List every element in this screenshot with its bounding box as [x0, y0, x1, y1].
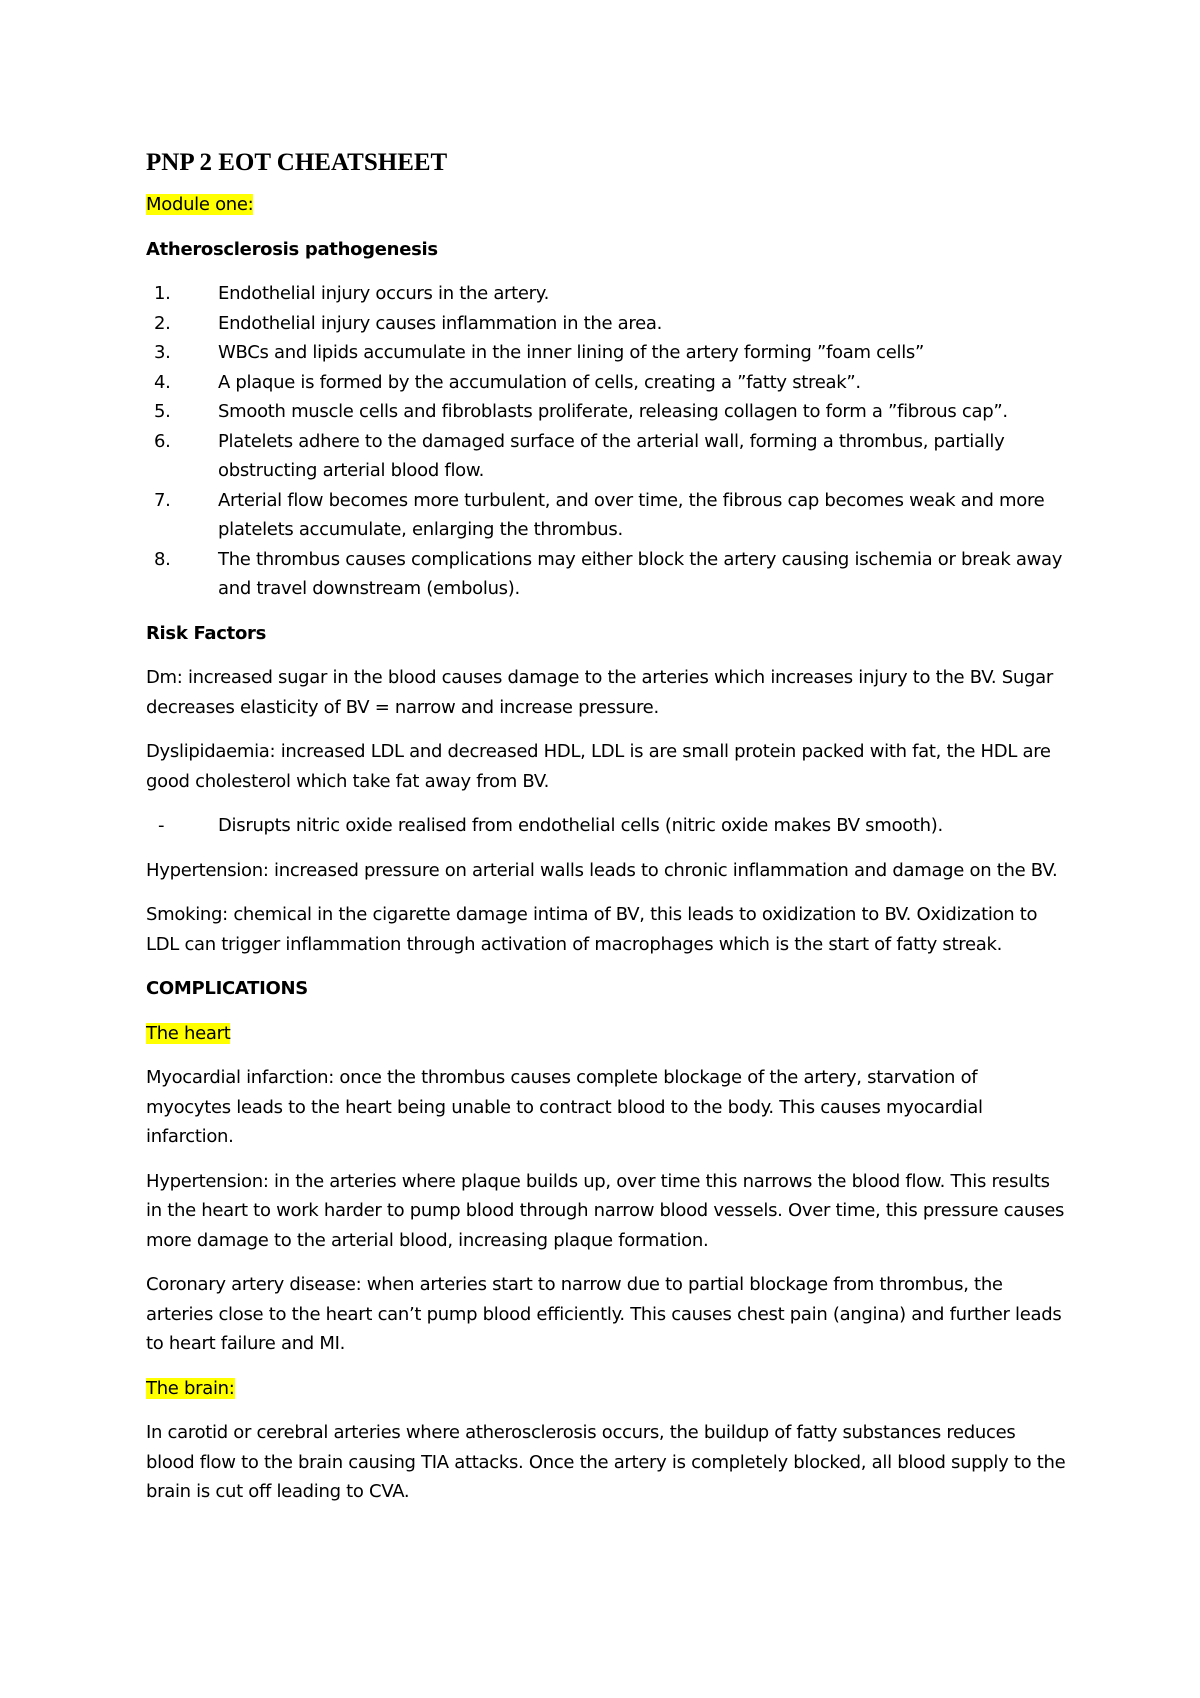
document-page	[146, 146, 1066, 1522]
list-item	[146, 397, 1066, 427]
risk-factor-smoking: Smoking: chemical in the cigarette damage intima of BV, this leads to oxidization to BV. Oxidization to LDL can trigger inflammation through activation of macrophages which is the start of fatty streak.	[146, 904, 1038, 955]
list-item-text: Platelets adhere to the damaged surface of the arterial wall, forming a thrombus, partially obstructing arterial blood flow.	[218, 430, 1005, 481]
brain-heading	[146, 1374, 1066, 1404]
list-item-text: Endothelial injury occurs in the artery.	[218, 283, 549, 304]
module-heading	[146, 190, 1066, 220]
list-item-text: A plaque is formed by the accumulation of cells, creating a ”fatty streak”.	[218, 371, 861, 393]
heart-cad-paragraph: Coronary artery disease: when arteries start to narrow due to partial blockage from thrombus, the arteries close to the heart can’t pump blood efficiently. This causes chest pain (angina) and further leads to heart failure and MI.	[146, 1274, 1062, 1354]
list-number: 3.	[154, 342, 171, 363]
list-item	[146, 486, 1066, 545]
risk-factor-hypertension: Hypertension: increased pressure on arterial walls leads to chronic inflammation and damage on the BV.	[146, 859, 1058, 881]
risk-factors-heading: Risk Factors	[146, 622, 267, 644]
complications-heading: COMPLICATIONS	[146, 978, 308, 999]
heart-mi-paragraph: Myocardial infarction: once the thrombus causes complete blockage of the artery, starvation of myocytes leads to the heart being unable to contract blood to the body. This causes myocardial infarction.	[146, 1067, 983, 1147]
module-heading-highlight: Module one:	[146, 194, 254, 215]
list-item-text: Endothelial injury causes inflammation in the area.	[218, 312, 663, 334]
list-item	[146, 309, 1066, 339]
list-number: 1.	[154, 283, 171, 304]
brain-heading-highlight: The brain:	[146, 1377, 235, 1399]
list-item	[146, 427, 1066, 486]
list-item	[146, 338, 1066, 368]
dyslipidaemia-sub-text: Disrupts nitric oxide realised from endothelial cells (nitric oxide makes BV smooth).	[218, 815, 943, 836]
brain-paragraph: In carotid or cerebral arteries where atherosclerosis occurs, the buildup of fatty substances reduces blood flow to the brain causing TIA attacks. Once the artery is completely blocked, all blood supply to the brain is cut off leading to CVA.	[146, 1422, 1066, 1502]
list-item-text: WBCs and lipids accumulate in the inner lining of the artery forming ”foam cells”	[218, 342, 925, 363]
list-item	[146, 279, 1066, 309]
heart-hypertension-paragraph: Hypertension: in the arteries where plaque builds up, over time this narrows the blood flow. This results in the heart to work harder to pump blood through narrow blood vessels. Over time, this pressure causes more damage to the arterial blood, increasing plaque formation.	[146, 1170, 1065, 1251]
list-item-text: Smooth muscle cells and fibroblasts proliferate, releasing collagen to form a ”fibrous cap”.	[218, 401, 1008, 422]
list-number: 8.	[154, 548, 171, 570]
list-item	[146, 545, 1066, 604]
list-number: 4.	[154, 371, 171, 393]
pathogenesis-steps-list	[146, 279, 1066, 604]
document-title: PNP 2 EOT CHEATSHEET	[146, 149, 448, 176]
heart-heading-highlight: The heart	[146, 1022, 231, 1044]
pathogenesis-heading: Atherosclerosis pathogenesis	[146, 238, 438, 260]
list-item-text: The thrombus causes complications may either block the artery causing ischemia or break away and travel downstream (embolus).	[218, 548, 1063, 599]
list-number: 5.	[154, 401, 171, 422]
risk-factor-dm: Dm: increased sugar in the blood causes damage to the arteries which increases injury to the BV. Sugar decreases elasticity of BV = narrow and increase pressure.	[146, 667, 1053, 718]
dyslipidaemia-sub-item	[146, 811, 1066, 841]
list-item-text: Arterial flow becomes more turbulent, and over time, the fibrous cap becomes weak and more platelets accumulate, enlarging the thrombus.	[218, 489, 1045, 540]
list-number: 2.	[154, 312, 171, 334]
heart-heading	[146, 1019, 1066, 1049]
list-number: 6.	[154, 430, 171, 452]
list-item	[146, 368, 1066, 398]
risk-factor-dyslipidaemia: Dyslipidaemia: increased LDL and decreased HDL, LDL is are small protein packed with fat, the HDL are good cholesterol which take fat away from BV.	[146, 741, 1051, 792]
list-number: 7.	[154, 489, 171, 511]
dash-bullet: -	[158, 815, 165, 836]
